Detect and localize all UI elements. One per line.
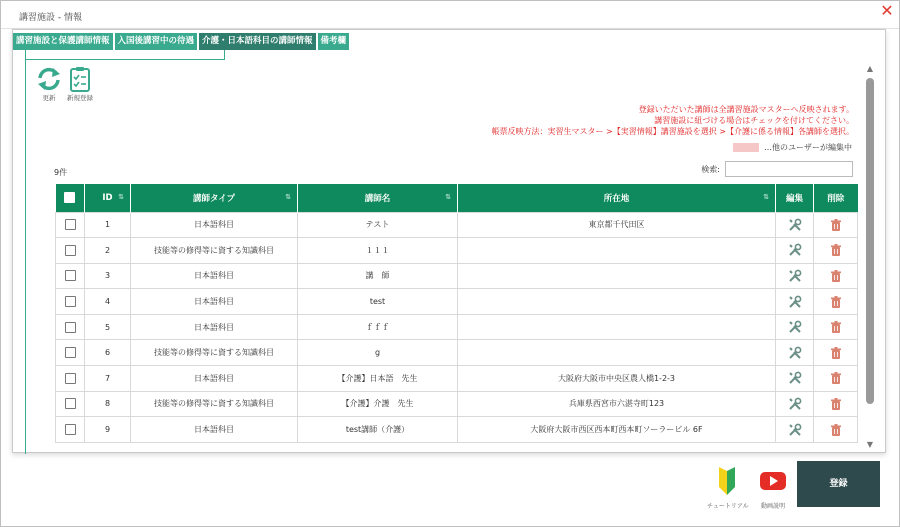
table-row — [56, 263, 858, 289]
clipboard-check-icon — [68, 66, 92, 92]
delete-cell — [814, 417, 858, 443]
cell-address: 東京都千代田区 — [458, 212, 776, 238]
scroll-down-icon[interactable]: ▼ — [866, 440, 874, 449]
column-delete: 削除 — [814, 184, 858, 212]
refresh-icon — [35, 66, 63, 92]
column-id[interactable] — [85, 184, 131, 212]
cell-type: 日本語科目 — [131, 366, 298, 392]
new-register-label: 新規登録 — [67, 94, 93, 102]
cell-id: 4 — [85, 289, 131, 315]
table-row — [56, 366, 858, 392]
record-count: 9件 — [54, 168, 68, 177]
trash-icon[interactable] — [829, 399, 843, 408]
tab-post-entry-treatment[interactable]: 入国後講習中の待遇 — [115, 33, 198, 50]
cell-name: test — [298, 289, 458, 315]
edit-cell — [776, 289, 814, 315]
cell-name: g — [298, 340, 458, 366]
table-row — [56, 314, 858, 340]
title-bar — [1, 1, 899, 29]
table-header-row — [56, 184, 858, 212]
cell-address — [458, 314, 776, 340]
tab-bar — [13, 33, 351, 50]
row-checkbox[interactable] — [65, 424, 76, 435]
cell-address: 兵庫県西宮市六湛寺町123 — [458, 391, 776, 417]
cell-address: 大阪府大阪市中央区農人橋1-2-3 — [458, 366, 776, 392]
row-checkbox-cell — [56, 417, 85, 443]
row-checkbox-cell — [56, 289, 85, 315]
cell-name: 講 師 — [298, 263, 458, 289]
row-checkbox-cell — [56, 263, 85, 289]
cell-type: 日本語科目 — [131, 263, 298, 289]
tab-facility-instructors[interactable]: 講習施設と保護講師情報 — [13, 33, 113, 50]
row-checkbox[interactable] — [65, 245, 76, 256]
cell-id: 2 — [85, 238, 131, 264]
cell-type: 日本語科目 — [131, 314, 298, 340]
table-row — [56, 417, 858, 443]
edit-cell — [776, 366, 814, 392]
video-button[interactable] — [753, 467, 793, 510]
facility-dialog — [12, 29, 886, 453]
notice-text — [492, 104, 855, 137]
tab-care-japanese-instructors[interactable]: 介護・日本語科目の講師情報 — [199, 33, 316, 50]
cell-id: 1 — [85, 212, 131, 238]
trash-icon[interactable] — [829, 348, 843, 357]
row-checkbox[interactable] — [65, 296, 76, 307]
edit-cell — [776, 212, 814, 238]
cell-address: 大阪府大阪市西区西本町西本町ソーラービル 6F — [458, 417, 776, 443]
new-register-button[interactable] — [62, 66, 98, 110]
content-left-rule — [25, 60, 26, 454]
table-row — [56, 391, 858, 417]
column-name-label: 講師名 — [364, 193, 391, 204]
video-label: 動画説明 — [760, 503, 785, 510]
trash-icon[interactable] — [829, 297, 843, 306]
cell-type: 技能等の修得等に資する知識科目 — [131, 391, 298, 417]
delete-cell — [814, 238, 858, 264]
cell-address — [458, 289, 776, 315]
cell-type: 日本語科目 — [131, 289, 298, 315]
cell-id: 7 — [85, 366, 131, 392]
cell-id: 3 — [85, 263, 131, 289]
scroll-up-icon[interactable]: ▲ — [866, 64, 874, 73]
vertical-scrollbar[interactable] — [863, 62, 877, 450]
tab-content — [27, 60, 862, 452]
tools-icon[interactable] — [788, 323, 802, 332]
cell-name: １１１ — [298, 238, 458, 264]
tools-icon[interactable] — [788, 271, 802, 280]
tools-icon[interactable] — [788, 297, 802, 306]
tools-icon[interactable] — [788, 246, 802, 255]
youtube-play-icon — [759, 467, 787, 495]
delete-cell — [814, 391, 858, 417]
edit-cell — [776, 238, 814, 264]
register-button[interactable]: 登録 — [797, 461, 880, 507]
tools-icon[interactable] — [788, 374, 802, 383]
column-address-label: 所在地 — [603, 193, 630, 204]
row-checkbox-cell — [56, 212, 85, 238]
cell-name: 【介護】日本語 先生 — [298, 366, 458, 392]
tools-icon[interactable] — [788, 348, 802, 357]
edit-cell — [776, 391, 814, 417]
cell-address — [458, 238, 776, 264]
row-checkbox-cell — [56, 238, 85, 264]
column-type-label: 講師タイプ — [192, 193, 236, 204]
trash-icon[interactable] — [829, 425, 843, 434]
notice-line-3: 帳票反映方法：実習生マスター >【実習情報】講習施設を選択 >【介護に係る情報】各講師を選択。 — [491, 127, 854, 136]
delete-cell — [814, 314, 858, 340]
cell-name: ｆｆｆ — [298, 314, 458, 340]
table-row — [56, 340, 858, 366]
trash-icon[interactable] — [829, 220, 843, 229]
cell-type: 日本語科目 — [131, 417, 298, 443]
row-checkbox-cell — [56, 314, 85, 340]
scroll-thumb[interactable] — [866, 78, 874, 404]
beginner-mark-icon — [716, 467, 738, 495]
close-icon[interactable]: ✕ — [880, 1, 894, 20]
delete-cell — [814, 212, 858, 238]
tools-icon[interactable] — [788, 425, 802, 434]
cell-type: 技能等の修得等に資する知識科目 — [131, 238, 298, 264]
edit-cell — [776, 340, 814, 366]
edit-cell — [776, 314, 814, 340]
editing-legend — [733, 142, 852, 153]
select-all-checkbox[interactable] — [64, 192, 75, 203]
cell-address — [458, 340, 776, 366]
search-label: 検索: — [701, 164, 720, 174]
tutorial-button[interactable] — [707, 467, 747, 510]
tools-icon[interactable] — [788, 399, 802, 408]
trash-icon[interactable] — [829, 323, 843, 332]
row-checkbox-cell — [56, 340, 85, 366]
edit-cell — [776, 263, 814, 289]
trash-icon[interactable] — [829, 374, 843, 383]
notice-line-2: 講習施設に紐づける場合はチェックを付けてください。 — [654, 116, 854, 125]
column-address[interactable] — [458, 184, 776, 212]
active-tab-frame — [25, 50, 225, 60]
cell-id: 8 — [85, 391, 131, 417]
column-name[interactable] — [298, 184, 458, 212]
select-all-header — [56, 184, 85, 212]
cell-id: 5 — [85, 314, 131, 340]
delete-cell — [814, 263, 858, 289]
legend-text: …他のユーザーが編集中 — [764, 143, 852, 152]
tab-remarks[interactable]: 備考欄 — [318, 33, 350, 50]
cell-address — [458, 263, 776, 289]
tools-icon[interactable] — [788, 220, 802, 229]
column-type[interactable] — [131, 184, 298, 212]
search-input[interactable] — [725, 161, 853, 177]
sort-icon: ⇅ — [285, 193, 291, 201]
notice-line-1: 登録いただいた講師は全講習施設マスターへ反映されます。 — [638, 105, 854, 114]
cell-name: テスト — [298, 212, 458, 238]
row-checkbox[interactable] — [65, 270, 76, 281]
cell-type: 日本語科目 — [131, 212, 298, 238]
window-title: 講習施設 - 情報 — [19, 13, 82, 23]
trash-icon[interactable] — [829, 246, 843, 255]
table-body — [56, 212, 858, 442]
column-edit: 編集 — [776, 184, 814, 212]
search-box — [701, 161, 853, 177]
refresh-label: 更新 — [42, 94, 56, 102]
row-checkbox[interactable] — [65, 373, 76, 384]
table-row — [56, 212, 858, 238]
row-checkbox[interactable] — [65, 398, 76, 409]
instructor-table — [55, 184, 858, 443]
row-checkbox[interactable] — [65, 219, 76, 230]
delete-cell — [814, 289, 858, 315]
row-checkbox-cell — [56, 391, 85, 417]
cell-name: 【介護】介護 先生 — [298, 391, 458, 417]
sort-icon: ⇅ — [445, 193, 451, 201]
cell-id: 9 — [85, 417, 131, 443]
cell-id: 6 — [85, 340, 131, 366]
trash-icon[interactable] — [829, 271, 843, 280]
legend-swatch — [733, 143, 759, 152]
row-checkbox[interactable] — [65, 347, 76, 358]
edit-cell — [776, 417, 814, 443]
column-id-label: ID — [102, 192, 113, 203]
row-checkbox[interactable] — [65, 322, 76, 333]
row-checkbox-cell — [56, 366, 85, 392]
cell-type: 技能等の修得等に資する知識科目 — [131, 340, 298, 366]
table-row — [56, 238, 858, 264]
cell-name: test講師（介護） — [298, 417, 458, 443]
table-row — [56, 289, 858, 315]
delete-cell — [814, 340, 858, 366]
sort-icon: ⇅ — [763, 193, 769, 201]
tutorial-label: チュートリアル — [707, 503, 749, 510]
sort-icon: ⇅ — [118, 193, 124, 201]
delete-cell — [814, 366, 858, 392]
